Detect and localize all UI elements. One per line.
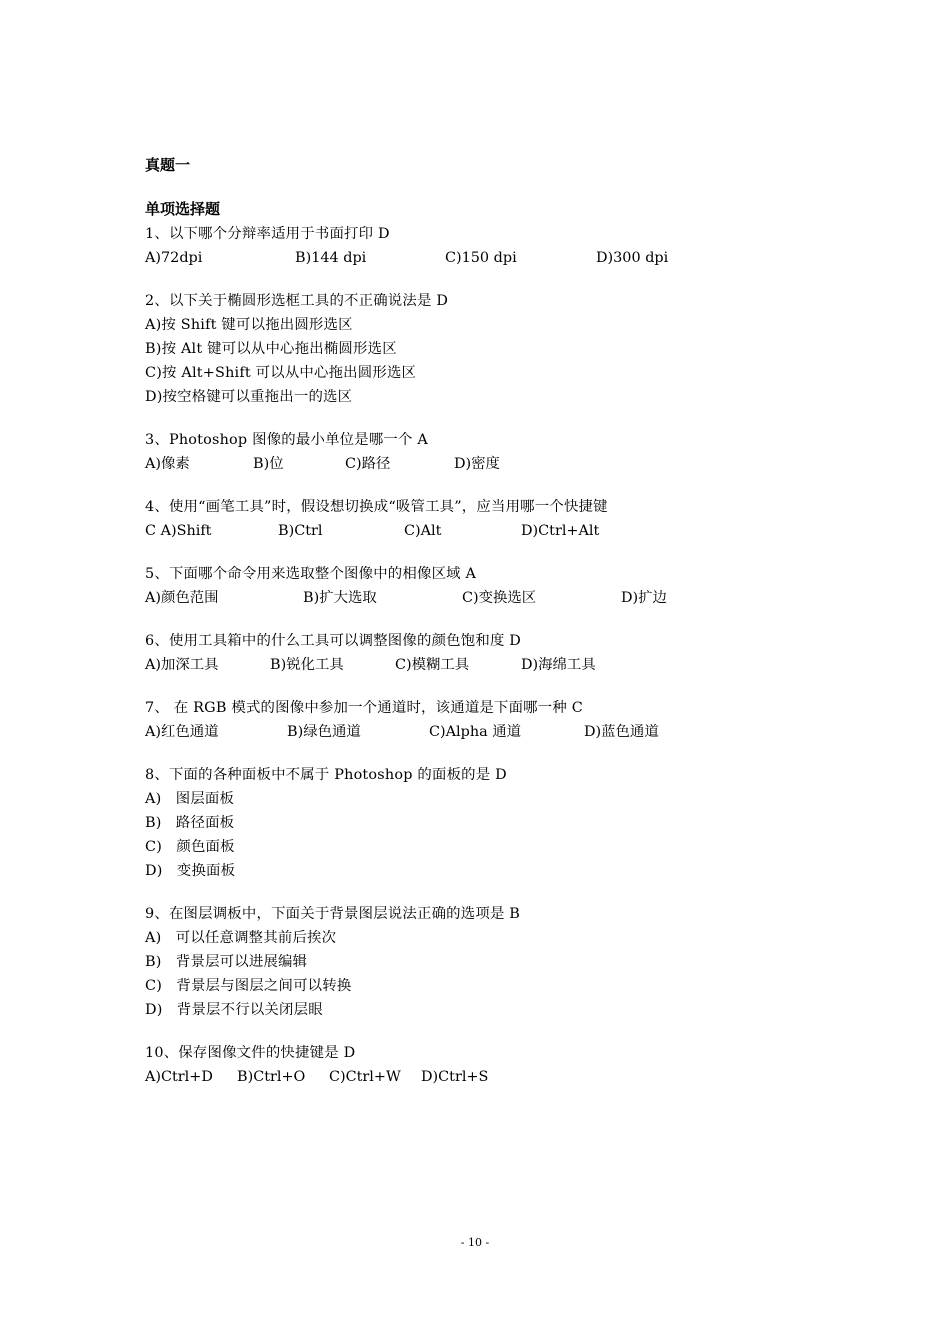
option-c: C)变换选区 <box>462 590 537 606</box>
option-b: B)144 dpi <box>295 250 367 266</box>
question-10 <box>145 1041 785 1089</box>
options-row <box>145 1065 785 1089</box>
option-c: C)路径 <box>345 456 391 472</box>
option-c: C)150 dpi <box>445 250 517 266</box>
option-a: A)红色通道 <box>145 724 219 740</box>
options-row <box>145 653 785 677</box>
option-b: B)按 Alt 键可以从中心拖出椭圆形选区 <box>145 341 397 357</box>
option-a: A)Ctrl+D <box>145 1069 213 1085</box>
option-c: C) 背景层与图层之间可以转换 <box>145 978 352 994</box>
option-d: D)Ctrl+S <box>421 1069 489 1085</box>
question-7 <box>145 696 785 744</box>
option-a: A) 图层面板 <box>145 791 235 807</box>
option-d: D)按空格键可以重拖出一的选区 <box>145 389 353 405</box>
page-title: 真题一 <box>145 156 191 174</box>
question-2 <box>145 289 785 409</box>
question-1 <box>145 222 785 270</box>
option-b: B)绿色通道 <box>287 724 361 740</box>
option-a: A) 可以任意调整其前后挨次 <box>145 930 337 946</box>
option-b: B)Ctrl <box>278 523 323 539</box>
question-9 <box>145 902 785 1022</box>
option-b: B)Ctrl+O <box>237 1069 306 1085</box>
option-c: C)模糊工具 <box>395 657 470 673</box>
option-b: B)锐化工具 <box>270 657 344 673</box>
question-stem: 4、使用“画笔工具”时，假设想切换成“吸管工具”，应当用哪一个快捷键 <box>145 499 608 515</box>
option-d: D)300 dpi <box>596 250 669 266</box>
option-d: D) 背景层不行以关闭层眼 <box>145 1002 323 1018</box>
option-a: C A)Shift <box>145 523 212 539</box>
option-c: C)Ctrl+W <box>329 1069 401 1085</box>
question-stem: 10、保存图像文件的快捷键是 D <box>145 1045 356 1061</box>
question-stem: 9、在图层调板中，下面关于背景图层说法正确的选项是 B <box>145 906 521 922</box>
option-c: C)Alt <box>404 523 442 539</box>
option-c: C) 颜色面板 <box>145 839 235 855</box>
question-stem: 7、 在 RGB 模式的图像中参加一个通道时，该通道是下面哪一种 C <box>145 700 583 716</box>
option-a: A)加深工具 <box>145 657 219 673</box>
question-stem: 3、Photoshop 图像的最小单位是哪一个 A <box>145 432 428 448</box>
question-stem: 6、使用工具箱中的什么工具可以调整图像的颜色饱和度 D <box>145 633 522 649</box>
options-row <box>145 452 785 476</box>
option-a: A)按 Shift 键可以拖出圆形选区 <box>145 317 353 333</box>
option-b: B) 路径面板 <box>145 815 235 831</box>
option-b: B) 背景层可以进展编辑 <box>145 954 308 970</box>
question-5 <box>145 562 785 610</box>
question-stem: 2、以下关于椭圆形选框工具的不正确说法是 D <box>145 293 449 309</box>
question-8 <box>145 763 785 883</box>
option-a: A)72dpi <box>145 250 203 266</box>
options-row <box>145 720 785 744</box>
option-d: D)蓝色通道 <box>584 724 659 740</box>
option-c: C)Alpha 通道 <box>429 724 522 740</box>
question-stem: 1、以下哪个分辩率适用于书面打印 D <box>145 226 390 242</box>
option-b: B)扩大选取 <box>303 590 377 606</box>
page-number: - 10 - <box>460 1236 490 1249</box>
options-row <box>145 519 785 543</box>
option-d: D)海绵工具 <box>521 657 596 673</box>
option-d: D)扩边 <box>621 590 667 606</box>
question-list <box>145 222 785 1108</box>
option-d: D) 变换面板 <box>145 863 236 879</box>
option-a: A)颜色范围 <box>145 590 219 606</box>
option-b: B)位 <box>253 456 284 472</box>
option-d: D)Ctrl+Alt <box>521 523 600 539</box>
section-heading: 单项选择题 <box>145 200 221 218</box>
question-stem: 5、下面哪个命令用来选取整个图像中的相像区域 A <box>145 566 477 582</box>
option-c: C)按 Alt+Shift 可以从中心拖出圆形选区 <box>145 365 417 381</box>
option-d: D)密度 <box>454 456 500 472</box>
options-row <box>145 246 785 270</box>
option-a: A)像素 <box>145 456 190 472</box>
question-6 <box>145 629 785 677</box>
options-row <box>145 586 785 610</box>
question-stem: 8、下面的各种面板中不属于 Photoshop 的面板的是 D <box>145 767 507 783</box>
question-3 <box>145 428 785 476</box>
question-4 <box>145 495 785 543</box>
